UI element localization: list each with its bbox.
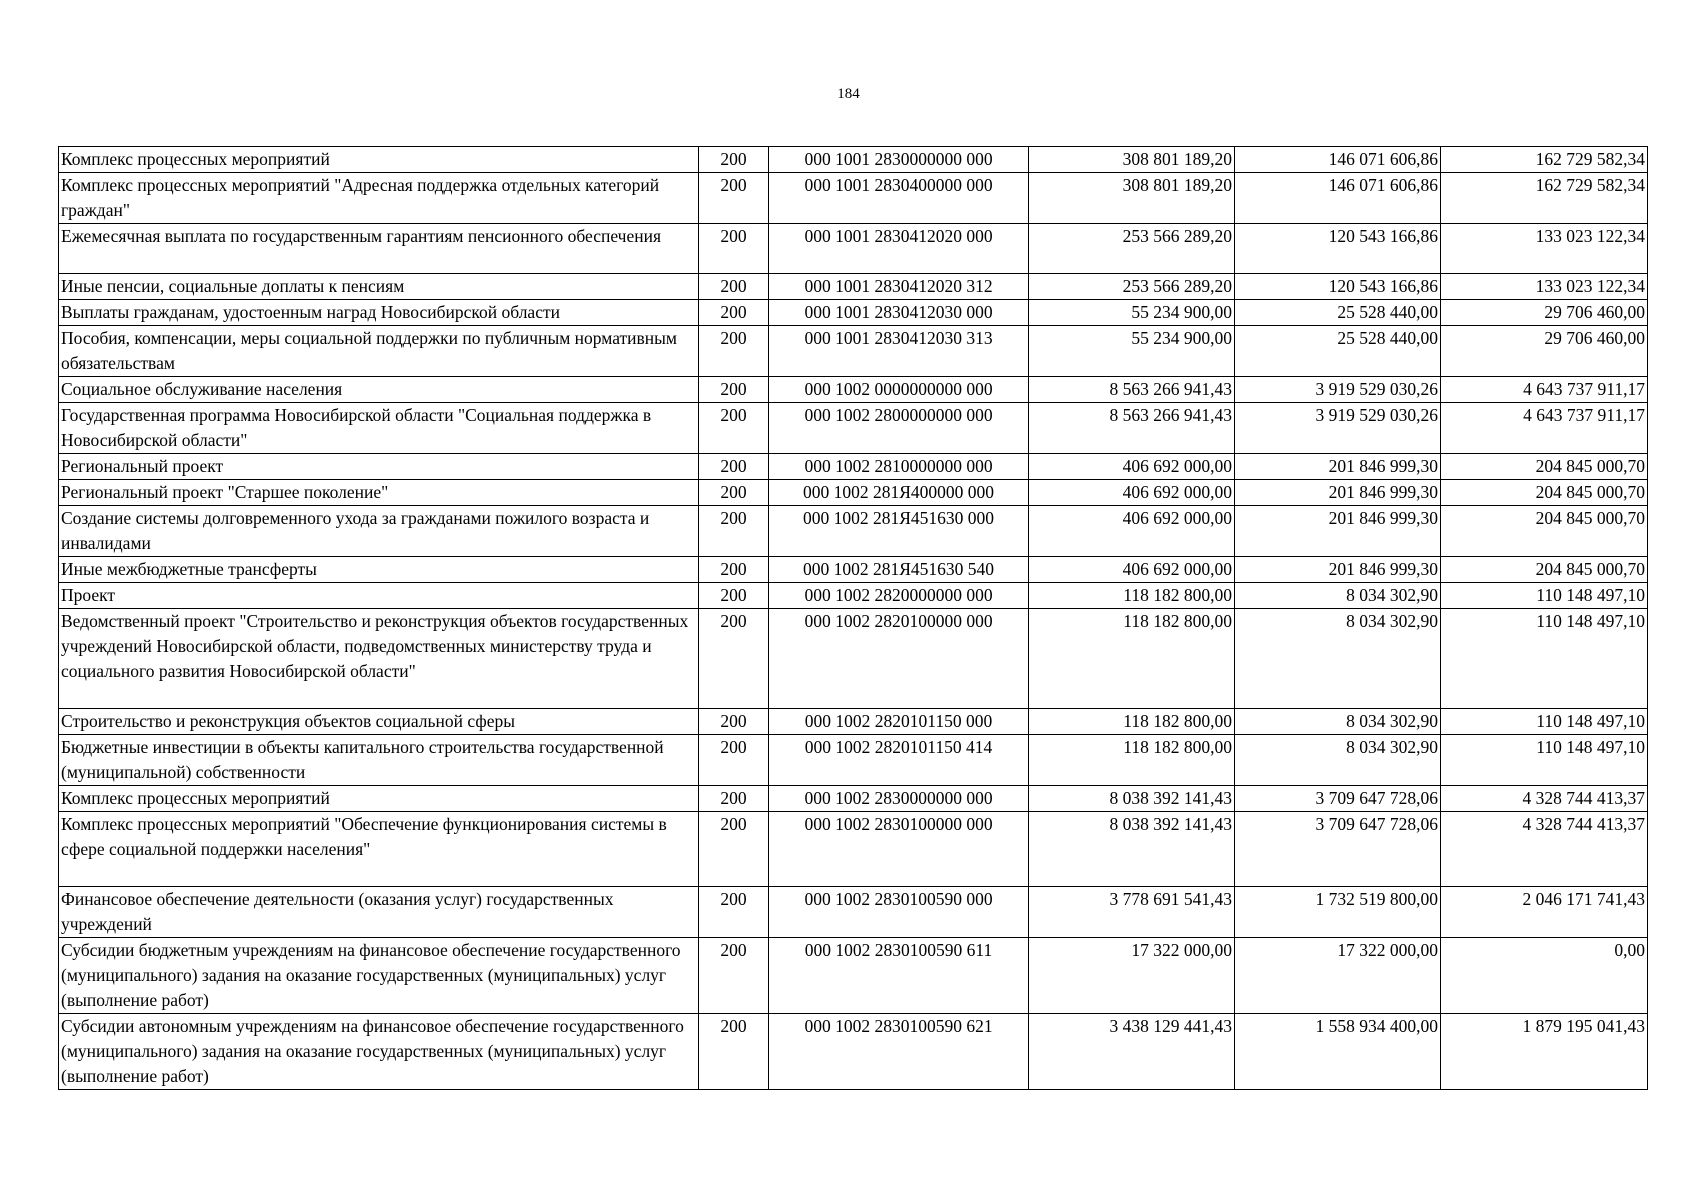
row-value-1: 118 182 800,00 bbox=[1029, 583, 1235, 609]
table-row bbox=[59, 274, 1648, 300]
row-name: Пособия, компенсации, меры социальной поддержки по публичным нормативным обязательствам bbox=[59, 326, 699, 377]
row-budget-code: 000 1002 2800000000 000 bbox=[769, 403, 1029, 454]
row-value-1: 253 566 289,20 bbox=[1029, 224, 1235, 274]
table-row bbox=[59, 377, 1648, 403]
row-admin-code: 200 bbox=[699, 403, 769, 454]
table-row bbox=[59, 326, 1648, 377]
row-budget-code: 000 1002 2820000000 000 bbox=[769, 583, 1029, 609]
row-budget-code: 000 1002 2820100000 000 bbox=[769, 609, 1029, 709]
row-value-2: 201 846 999,30 bbox=[1235, 480, 1441, 506]
table-row bbox=[59, 173, 1648, 224]
row-value-3: 110 148 497,10 bbox=[1441, 609, 1648, 709]
row-budget-code: 000 1001 2830412030 313 bbox=[769, 326, 1029, 377]
row-value-3: 4 328 744 413,37 bbox=[1441, 812, 1648, 887]
row-name: Проект bbox=[59, 583, 699, 609]
row-value-2: 201 846 999,30 bbox=[1235, 454, 1441, 480]
row-name: Региональный проект bbox=[59, 454, 699, 480]
row-value-1: 17 322 000,00 bbox=[1029, 938, 1235, 1014]
row-name: Государственная программа Новосибирской области "Социальная поддержка в Новосибирской области" bbox=[59, 403, 699, 454]
row-name: Иные пенсии, социальные доплаты к пенсиям bbox=[59, 274, 699, 300]
row-name: Комплекс процессных мероприятий "Адресная поддержка отдельных категорий граждан" bbox=[59, 173, 699, 224]
table-row bbox=[59, 403, 1648, 454]
row-value-2: 25 528 440,00 bbox=[1235, 326, 1441, 377]
row-value-2: 3 709 647 728,06 bbox=[1235, 786, 1441, 812]
row-value-2: 1 558 934 400,00 bbox=[1235, 1014, 1441, 1090]
row-budget-code: 000 1002 2830100590 611 bbox=[769, 938, 1029, 1014]
row-budget-code: 000 1002 281Я451630 000 bbox=[769, 506, 1029, 557]
row-value-2: 3 919 529 030,26 bbox=[1235, 377, 1441, 403]
row-value-3: 1 879 195 041,43 bbox=[1441, 1014, 1648, 1090]
row-value-1: 253 566 289,20 bbox=[1029, 274, 1235, 300]
row-value-1: 3 778 691 541,43 bbox=[1029, 887, 1235, 938]
row-name: Комплекс процессных мероприятий "Обеспечение функционирования системы в сфере социальной поддержки населения" bbox=[59, 812, 699, 887]
row-name: Создание системы долговременного ухода за гражданами пожилого возраста и инвалидами bbox=[59, 506, 699, 557]
table-row bbox=[59, 557, 1648, 583]
row-value-1: 8 038 392 141,43 bbox=[1029, 786, 1235, 812]
row-value-2: 120 543 166,86 bbox=[1235, 274, 1441, 300]
table-row bbox=[59, 224, 1648, 274]
row-budget-code: 000 1001 2830000000 000 bbox=[769, 147, 1029, 173]
row-value-2: 8 034 302,90 bbox=[1235, 583, 1441, 609]
row-value-3: 204 845 000,70 bbox=[1441, 506, 1648, 557]
row-admin-code: 200 bbox=[699, 735, 769, 786]
row-name: Выплаты гражданам, удостоенным наград Новосибирской области bbox=[59, 300, 699, 326]
row-value-3: 204 845 000,70 bbox=[1441, 557, 1648, 583]
row-name: Ведомственный проект "Строительство и реконструкция объектов государственных учреждений Новосибирской области, подведомственных министерству труда и социального развития Новосибирской области" bbox=[59, 609, 699, 709]
row-budget-code: 000 1002 2820101150 000 bbox=[769, 709, 1029, 735]
row-value-2: 146 071 606,86 bbox=[1235, 147, 1441, 173]
row-value-3: 2 046 171 741,43 bbox=[1441, 887, 1648, 938]
row-admin-code: 200 bbox=[699, 506, 769, 557]
table-row bbox=[59, 583, 1648, 609]
row-value-3: 204 845 000,70 bbox=[1441, 480, 1648, 506]
table-row bbox=[59, 938, 1648, 1014]
row-value-1: 308 801 189,20 bbox=[1029, 173, 1235, 224]
row-value-1: 8 563 266 941,43 bbox=[1029, 377, 1235, 403]
row-name: Комплекс процессных мероприятий bbox=[59, 147, 699, 173]
row-value-3: 29 706 460,00 bbox=[1441, 326, 1648, 377]
table-row bbox=[59, 300, 1648, 326]
row-name: Финансовое обеспечение деятельности (оказания услуг) государственных учреждений bbox=[59, 887, 699, 938]
row-value-1: 118 182 800,00 bbox=[1029, 735, 1235, 786]
row-value-2: 3 709 647 728,06 bbox=[1235, 812, 1441, 887]
row-admin-code: 200 bbox=[699, 812, 769, 887]
row-value-3: 0,00 bbox=[1441, 938, 1648, 1014]
row-admin-code: 200 bbox=[699, 147, 769, 173]
row-admin-code: 200 bbox=[699, 609, 769, 709]
row-value-1: 55 234 900,00 bbox=[1029, 300, 1235, 326]
table-row bbox=[59, 1014, 1648, 1090]
row-value-1: 406 692 000,00 bbox=[1029, 506, 1235, 557]
row-value-3: 4 643 737 911,17 bbox=[1441, 377, 1648, 403]
row-budget-code: 000 1002 2830100590 000 bbox=[769, 887, 1029, 938]
row-name: Субсидии бюджетным учреждениям на финансовое обеспечение государственного (муниципального) задания на оказание государственных (муниципальных) услуг (выполнение работ) bbox=[59, 938, 699, 1014]
row-name: Комплекс процессных мероприятий bbox=[59, 786, 699, 812]
row-name: Иные межбюджетные трансферты bbox=[59, 557, 699, 583]
row-value-1: 406 692 000,00 bbox=[1029, 557, 1235, 583]
row-budget-code: 000 1001 2830400000 000 bbox=[769, 173, 1029, 224]
row-value-2: 120 543 166,86 bbox=[1235, 224, 1441, 274]
row-value-1: 118 182 800,00 bbox=[1029, 709, 1235, 735]
row-name: Региональный проект "Старшее поколение" bbox=[59, 480, 699, 506]
row-value-1: 8 038 392 141,43 bbox=[1029, 812, 1235, 887]
row-admin-code: 200 bbox=[699, 300, 769, 326]
row-value-3: 4 328 744 413,37 bbox=[1441, 786, 1648, 812]
row-budget-code: 000 1002 2830100000 000 bbox=[769, 812, 1029, 887]
row-name: Ежемесячная выплата по государственным гарантиям пенсионного обеспечения bbox=[59, 224, 699, 274]
row-value-2: 8 034 302,90 bbox=[1235, 735, 1441, 786]
row-admin-code: 200 bbox=[699, 557, 769, 583]
row-value-2: 3 919 529 030,26 bbox=[1235, 403, 1441, 454]
row-admin-code: 200 bbox=[699, 480, 769, 506]
row-value-3: 162 729 582,34 bbox=[1441, 147, 1648, 173]
row-value-3: 110 148 497,10 bbox=[1441, 709, 1648, 735]
row-value-2: 25 528 440,00 bbox=[1235, 300, 1441, 326]
table-body bbox=[59, 147, 1648, 1090]
table-row bbox=[59, 709, 1648, 735]
row-admin-code: 200 bbox=[699, 1014, 769, 1090]
page-number: 184 bbox=[837, 86, 860, 102]
row-budget-code: 000 1002 0000000000 000 bbox=[769, 377, 1029, 403]
row-budget-code: 000 1002 281Я451630 540 bbox=[769, 557, 1029, 583]
row-value-3: 133 023 122,34 bbox=[1441, 224, 1648, 274]
table-row bbox=[59, 609, 1648, 709]
row-value-3: 4 643 737 911,17 bbox=[1441, 403, 1648, 454]
table-row bbox=[59, 147, 1648, 173]
row-value-1: 3 438 129 441,43 bbox=[1029, 1014, 1235, 1090]
table-row bbox=[59, 735, 1648, 786]
row-value-2: 201 846 999,30 bbox=[1235, 506, 1441, 557]
row-budget-code: 000 1001 2830412030 000 bbox=[769, 300, 1029, 326]
row-name: Субсидии автономным учреждениям на финансовое обеспечение государственного (муниципального) задания на оказание государственных (муниципальных) услуг (выполнение работ) bbox=[59, 1014, 699, 1090]
row-value-3: 110 148 497,10 bbox=[1441, 735, 1648, 786]
row-admin-code: 200 bbox=[699, 173, 769, 224]
row-value-3: 133 023 122,34 bbox=[1441, 274, 1648, 300]
row-admin-code: 200 bbox=[699, 938, 769, 1014]
row-value-1: 406 692 000,00 bbox=[1029, 480, 1235, 506]
table-row bbox=[59, 454, 1648, 480]
row-value-1: 55 234 900,00 bbox=[1029, 326, 1235, 377]
row-admin-code: 200 bbox=[699, 887, 769, 938]
row-value-3: 29 706 460,00 bbox=[1441, 300, 1648, 326]
row-value-1: 118 182 800,00 bbox=[1029, 609, 1235, 709]
row-value-2: 8 034 302,90 bbox=[1235, 709, 1441, 735]
table-row bbox=[59, 480, 1648, 506]
row-name: Строительство и реконструкция объектов социальной сферы bbox=[59, 709, 699, 735]
row-value-2: 146 071 606,86 bbox=[1235, 173, 1441, 224]
row-admin-code: 200 bbox=[699, 454, 769, 480]
row-budget-code: 000 1001 2830412020 000 bbox=[769, 224, 1029, 274]
table-row bbox=[59, 506, 1648, 557]
row-budget-code: 000 1002 281Я400000 000 bbox=[769, 480, 1029, 506]
row-admin-code: 200 bbox=[699, 709, 769, 735]
row-admin-code: 200 bbox=[699, 326, 769, 377]
row-value-1: 406 692 000,00 bbox=[1029, 454, 1235, 480]
row-budget-code: 000 1002 2830000000 000 bbox=[769, 786, 1029, 812]
row-value-2: 1 732 519 800,00 bbox=[1235, 887, 1441, 938]
row-name: Социальное обслуживание населения bbox=[59, 377, 699, 403]
row-admin-code: 200 bbox=[699, 224, 769, 274]
row-value-3: 204 845 000,70 bbox=[1441, 454, 1648, 480]
row-budget-code: 000 1002 2810000000 000 bbox=[769, 454, 1029, 480]
table-row bbox=[59, 812, 1648, 887]
row-admin-code: 200 bbox=[699, 274, 769, 300]
table-row bbox=[59, 786, 1648, 812]
row-admin-code: 200 bbox=[699, 583, 769, 609]
row-value-2: 17 322 000,00 bbox=[1235, 938, 1441, 1014]
row-value-2: 8 034 302,90 bbox=[1235, 609, 1441, 709]
row-value-3: 110 148 497,10 bbox=[1441, 583, 1648, 609]
row-budget-code: 000 1002 2820101150 414 bbox=[769, 735, 1029, 786]
row-value-2: 201 846 999,30 bbox=[1235, 557, 1441, 583]
table-row bbox=[59, 887, 1648, 938]
row-admin-code: 200 bbox=[699, 377, 769, 403]
row-budget-code: 000 1001 2830412020 312 bbox=[769, 274, 1029, 300]
budget-table bbox=[58, 146, 1648, 1090]
row-budget-code: 000 1002 2830100590 621 bbox=[769, 1014, 1029, 1090]
row-value-3: 162 729 582,34 bbox=[1441, 173, 1648, 224]
row-name: Бюджетные инвестиции в объекты капитального строительства государственной (муниципальной) собственности bbox=[59, 735, 699, 786]
row-admin-code: 200 bbox=[699, 786, 769, 812]
row-value-1: 8 563 266 941,43 bbox=[1029, 403, 1235, 454]
row-value-1: 308 801 189,20 bbox=[1029, 147, 1235, 173]
